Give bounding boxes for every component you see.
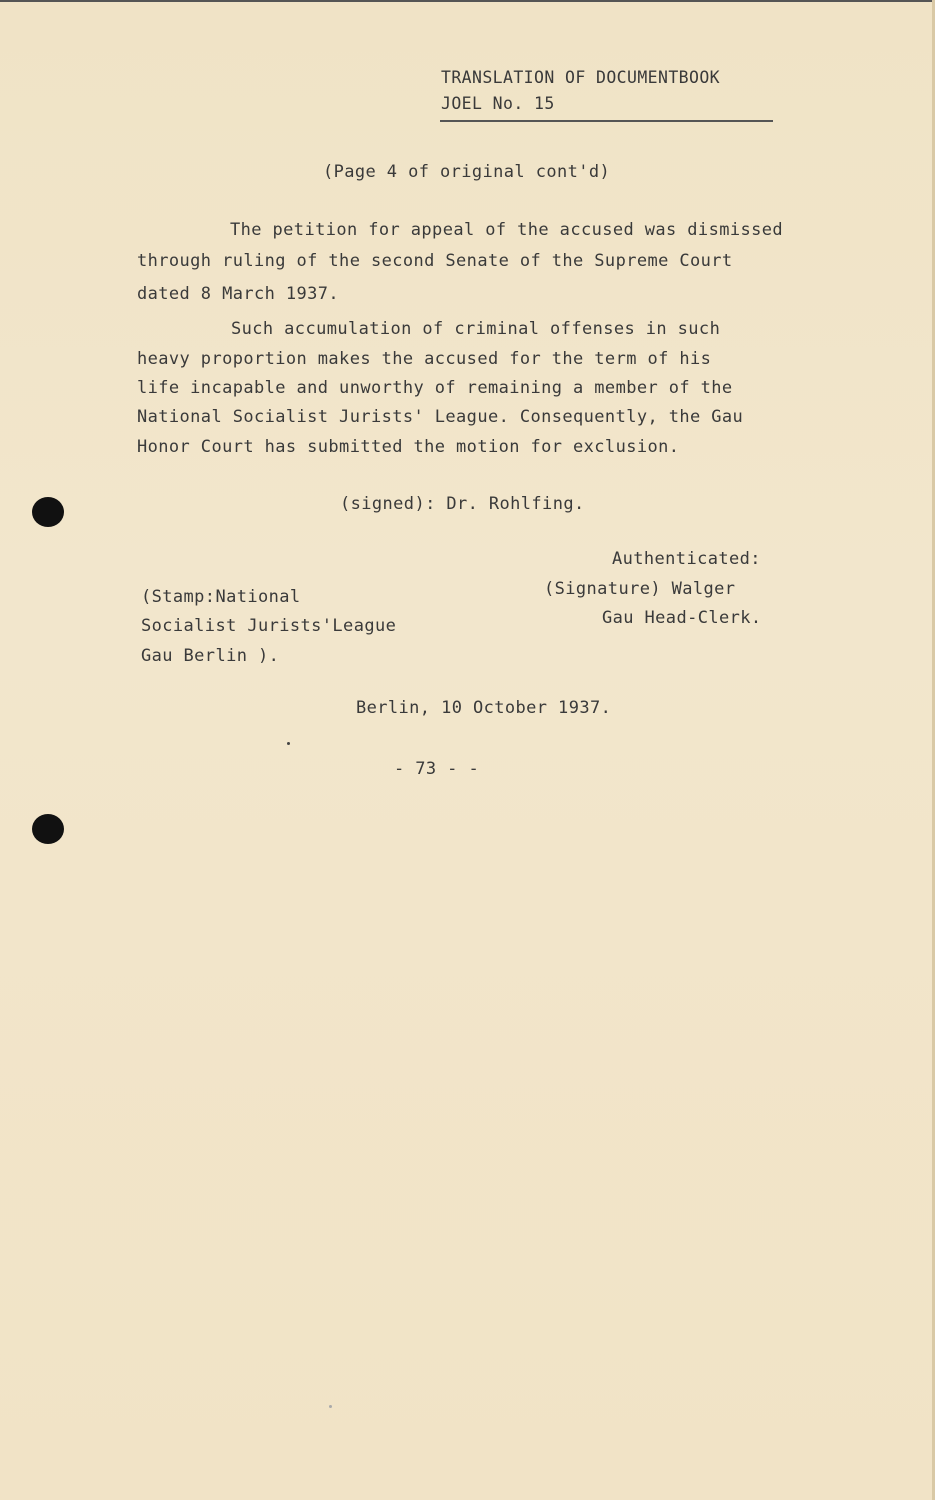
header-title: TRANSLATION OF DOCUMENTBOOK xyxy=(441,68,721,87)
place-date: Berlin, 10 October 1937. xyxy=(356,698,612,718)
authenticated-title: Gau Head-Clerk. xyxy=(602,608,762,628)
paragraph-1-line-2: through ruling of the second Senate of the Supreme Court xyxy=(137,251,733,271)
punch-hole-lower xyxy=(32,814,64,844)
header-underline xyxy=(440,120,773,122)
page-number: - 73 - - xyxy=(394,759,480,779)
signed-line: (signed): Dr. Rohlfing. xyxy=(340,494,585,514)
top-edge-line xyxy=(0,0,935,2)
header-reference: JOEL No. 15 xyxy=(441,94,555,113)
paragraph-1-line-1: The petition for appeal of the accused was dismissed xyxy=(230,220,784,240)
stamp-line-3: Gau Berlin ). xyxy=(141,646,280,666)
paragraph-2-line-1: Such accumulation of criminal offenses in such xyxy=(231,319,721,339)
paragraph-1-line-3: dated 8 March 1937. xyxy=(137,284,340,304)
punch-hole-upper xyxy=(32,497,64,527)
continuation-note: (Page 4 of original cont'd) xyxy=(323,162,611,182)
paragraph-2-line-3: life incapable and unworthy of remaining a member of the xyxy=(137,378,733,398)
paragraph-2-line-2: heavy proportion makes the accused for the term of his xyxy=(137,349,712,369)
stamp-line-2: Socialist Jurists'League xyxy=(141,616,397,636)
ink-speck xyxy=(287,742,290,745)
authenticated-signature: (Signature) Walger xyxy=(544,579,736,599)
paragraph-2-line-4: National Socialist Jurists' League. Consequently, the Gau xyxy=(137,407,744,427)
paragraph-2-line-5: Honor Court has submitted the motion for exclusion. xyxy=(137,437,680,457)
stamp-line-1: (Stamp:National xyxy=(141,587,301,607)
paper-speck xyxy=(329,1405,332,1408)
authenticated-label: Authenticated: xyxy=(612,549,761,569)
